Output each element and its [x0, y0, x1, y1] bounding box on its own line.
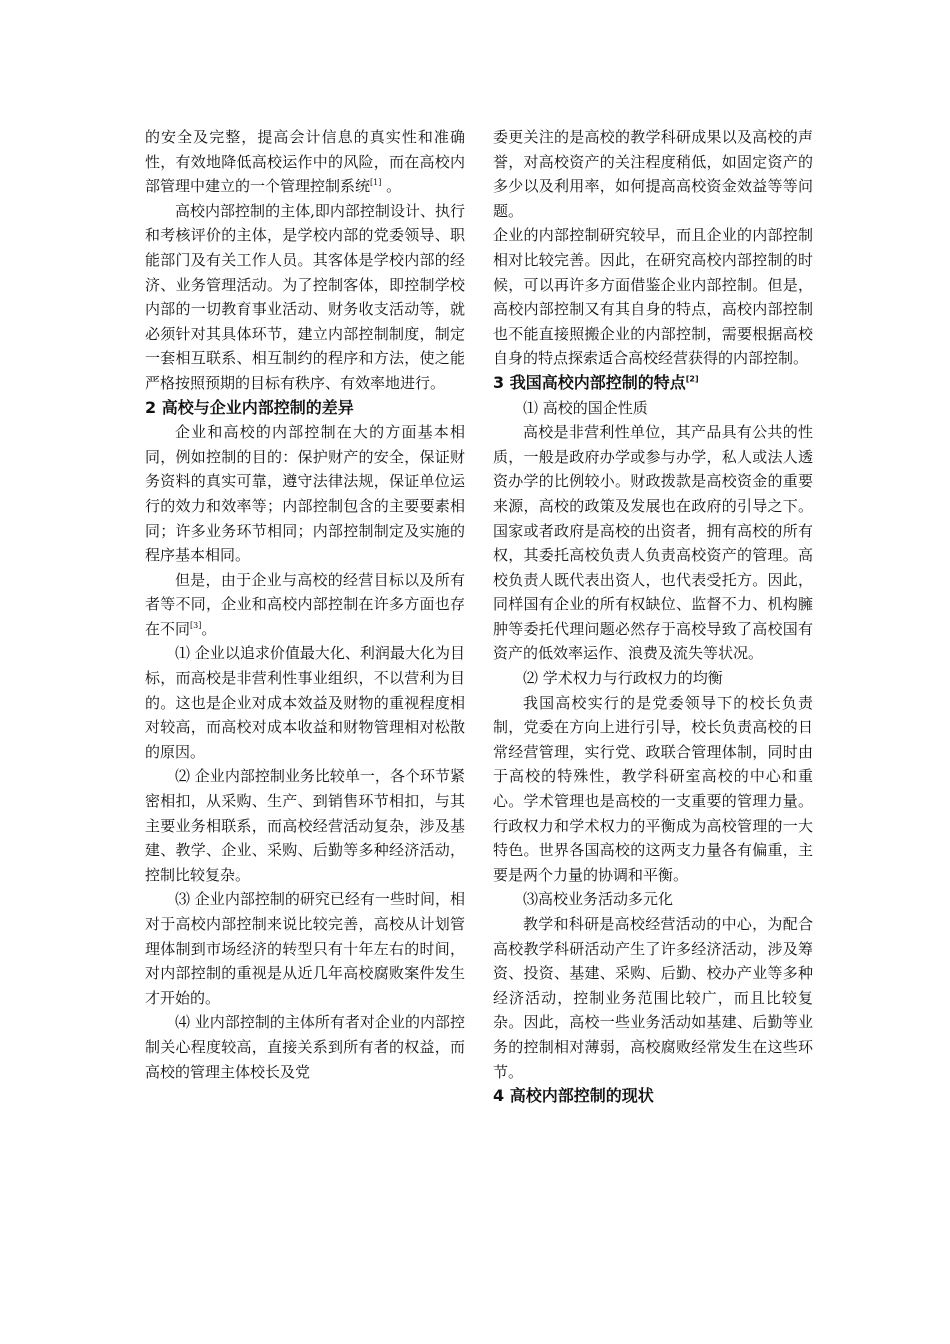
heading-text: 3 我国高校内部控制的特点	[493, 372, 686, 392]
subsection-title: ⑴ 高校的国企性质	[523, 398, 648, 417]
paragraph-text: 的安全及完整，提高会计信息的真实性和准确性，有效地降低高校运作中的风险，而在高校内部管理中建立的一个管理控制系统	[145, 128, 465, 196]
paragraph	[145, 125, 465, 199]
citation: [3]	[190, 620, 202, 630]
list-item: ⑴ 企业以追求价值最大化、利润最大化为目标，而高校是非营利性事业组织，不以营利为目的。这也是企业对成本效益及财物的重视程度相对较高，而高校对成本收益和财物管理相对松散的原因。	[145, 644, 465, 761]
paragraph-text: 。	[201, 619, 217, 638]
paragraph: 教学和科研是高校经营活动的中心，为配合高校教学科研活动产生了许多经济活动，涉及筹资、投资、基建、采购、后勤、校办产业等多种经济活动，控制业务范围比较广，而且比较复杂。因此，高校一些业务活动如基建、后勤等业务的控制相对薄弱，高校腐败经常发生在这些环节。	[493, 915, 813, 1081]
paragraph: 高校是非营利性单位，其产品具有公共的性质，一般是政府办学或参与办学，私人或法人透资办学的比例较小。财政拨款是高校资金的重要来源，高校的政策及发展也在政府的引导之下。国家或者政府是高校的出资者，拥有高校的所有权，其委托高校负责人负责高校资产的管理。高校负责人既代表出资人，也代表受托方。因此，同样国有企业的所有权缺位、监督不力、机构臃肿等委托代理问题必然存于高校导致了高校国有资产的低效率运作、浪费及流失等状况。	[493, 423, 813, 663]
section-heading	[493, 371, 813, 396]
paragraph: 企业和高校的内部控制在大的方面基本相同，例如控制的目的：保护财产的安全，保证财务资料的真实可靠，遵守法律法规，保证单位运行的效力和效率等；内部控制包含的主要要素相同；许多业务环节相同；内部控制制定及实施的程序基本相同。	[145, 423, 465, 565]
paragraph: 我国高校实行的是党委领导下的校长负责制，党委在方向上进行引导，校长负责高校的日常经营管理，实行党、政联合管理体制，同时由于高校的特殊性，教学科研室高校的中心和重心。学术管理也是高校的一支重要的管理力量。行政权力和学术权力的平衡成为高校管理的一大特色。世界各国高校的这两支力量各有偏重，主要是两个力量的协调和平衡。	[493, 693, 813, 884]
list-item: ⑵ 企业内部控制业务比较单一，各个环节紧密相扣，从采购、生产、到销售环节相扣，与其主要业务相联系，而高校经营活动复杂，涉及基建、教学、企业、采购、后勤等多种经济活动，控制比较复杂。	[145, 767, 465, 884]
section-heading: 4 高校内部控制的现状	[493, 1086, 654, 1106]
paragraph: 企业的内部控制研究较早，而且企业的内部控制相对比较完善。因此，在研究高校内部控制的时候，可以再许多方面借鉴企业内部控制。但是，高校内部控制又有其自身的特点，高校内部控制也不能直接照搬企业的内部控制，需要根据高校自身的特点探索适合高校经营获得的内部控制。	[493, 226, 813, 368]
citation: [2]	[685, 374, 699, 384]
right-column	[493, 125, 813, 1109]
paragraph: 委更关注的是高校的教学科研成果以及高校的声誉，对高校资产的关注程度稍低，如固定资产的多少以及利用率，如何提高高校资金效益等等问题。	[493, 128, 813, 220]
paragraph-text: 。	[381, 177, 402, 196]
list-item: ⑶ 企业内部控制的研究已经有一些时间，相对于高校内部控制来说比较完善，高校从计划管理体制到市场经济的转型只有十年左右的时间，对内部控制的重视是从近几年高校腐败案件发生才开始的。	[145, 890, 465, 1007]
paragraph: 高校内部控制的主体,即内部控制设计、执行和考核评价的主体，是学校内部的党委领导、职能部门及有关工作人员。其客体是学校内部的经济、业务管理活动。为了控制客体，即控制学校内部的一切教育事业活动、财务收支活动等，就必须针对其具体环节，建立内部控制制度，制定一套相互联系、相互制约的程序和方法，使之能严格按照预期的目标有秩序、有效率地进行。	[145, 201, 465, 392]
paragraph-text: 但是，由于企业与高校的经营目标以及所有者等不同，企业和高校内部控制在许多方面也存在不同	[145, 570, 465, 638]
subsection-title: ⑶高校业务活动多元化	[523, 890, 674, 909]
section-heading: 2 高校与企业内部控制的差异	[145, 397, 354, 417]
list-item: ⑷ 业内部控制的主体所有者对企业的内部控制关心程度较高，直接关系到所有者的权益，而高校的管理主体校长及党	[145, 1013, 465, 1081]
left-column	[145, 125, 465, 1084]
subsection-title: ⑵ 学术权力与行政权力的均衡	[523, 669, 723, 688]
citation: [1]	[370, 178, 382, 188]
paragraph	[145, 568, 465, 642]
